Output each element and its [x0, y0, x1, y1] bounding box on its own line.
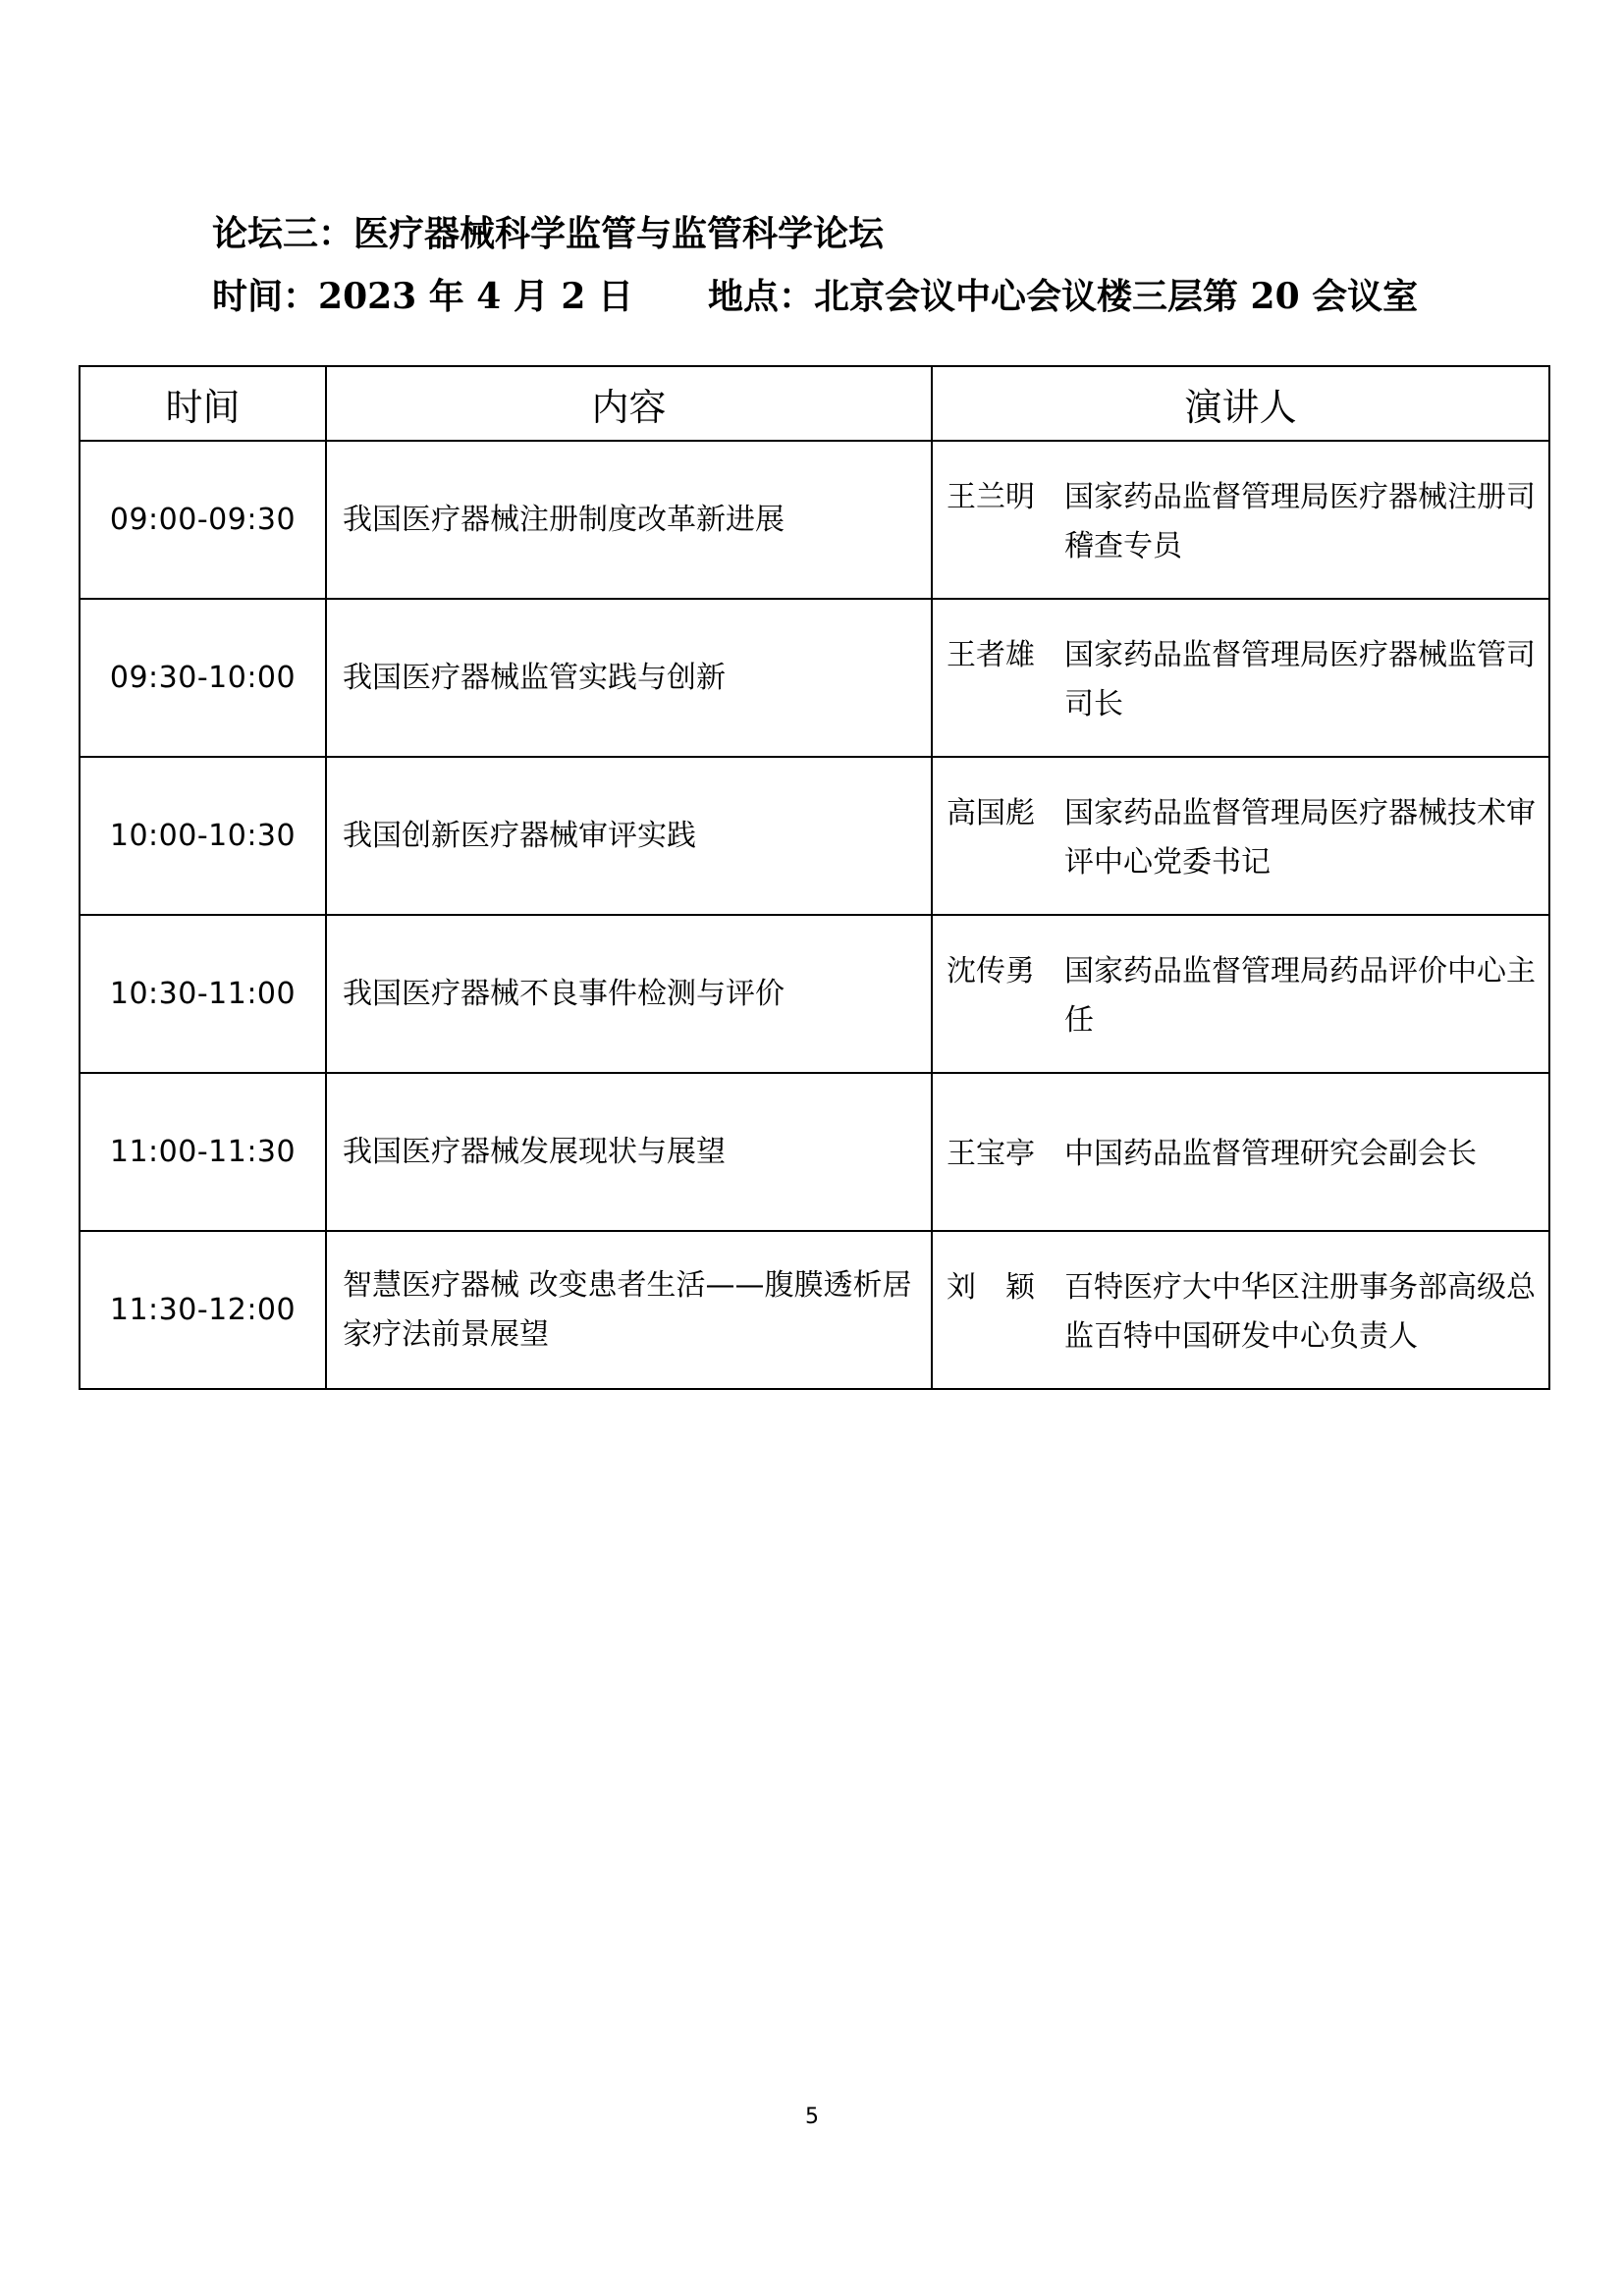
speaker-role: 国家药品监督管理局医疗器械监管司司长 [1064, 637, 1536, 721]
forum-time-venue [212, 273, 1418, 320]
session-speaker [932, 599, 1549, 757]
session-topic: 我国医疗器械监管实践与创新 [326, 599, 932, 757]
forum-title: 论坛三：医疗器械科学监管与监管科学论坛 [212, 213, 885, 254]
session-speaker [932, 441, 1549, 599]
speaker-role: 国家药品监督管理局医疗器械技术审评中心党委书记 [1064, 795, 1536, 880]
table-row [80, 1231, 1549, 1389]
session-time: 09:30-10:00 [80, 599, 326, 757]
time-value: 2023 年 4 月 2 日 [318, 276, 633, 317]
speaker-name: 高国彪 [947, 795, 1035, 830]
time-label: 时间： [212, 276, 319, 317]
venue-value: 北京会议中心会议楼三层第 20 会议室 [814, 276, 1419, 317]
speaker-role: 国家药品监督管理局药品评价中心主任 [1064, 953, 1536, 1038]
speaker-name: 沈传勇 [947, 953, 1035, 988]
session-topic: 智慧医疗器械 改变患者生活——腹膜透析居家疗法前景展望 [326, 1231, 932, 1389]
header-speaker: 演讲人 [932, 366, 1549, 441]
session-topic: 我国医疗器械发展现状与展望 [326, 1073, 932, 1231]
session-topic: 我国医疗器械不良事件检测与评价 [326, 915, 932, 1073]
session-time: 11:30-12:00 [80, 1231, 326, 1389]
speaker-name: 王者雄 [947, 637, 1035, 672]
speaker-name: 王兰明 [947, 479, 1035, 514]
session-time: 10:00-10:30 [80, 757, 326, 915]
session-topic: 我国医疗器械注册制度改革新进展 [326, 441, 932, 599]
header-content: 内容 [326, 366, 932, 441]
session-topic: 我国创新医疗器械审评实践 [326, 757, 932, 915]
session-speaker [932, 1231, 1549, 1389]
header-time: 时间 [80, 366, 326, 441]
speaker-role: 中国药品监督管理研究会副会长 [1064, 1136, 1477, 1171]
header-row [80, 366, 1549, 441]
table-row [80, 915, 1549, 1073]
speaker-name: 王宝亭 [947, 1136, 1035, 1171]
session-speaker [932, 1073, 1549, 1231]
session-speaker [932, 757, 1549, 915]
session-speaker [932, 915, 1549, 1073]
page-number: 5 [805, 2105, 819, 2129]
session-time: 09:00-09:30 [80, 441, 326, 599]
table-row [80, 599, 1549, 757]
speaker-role: 百特医疗大中华区注册事务部高级总监百特中国研发中心负责人 [1064, 1269, 1536, 1354]
table-row [80, 1073, 1549, 1231]
table-row [80, 757, 1549, 915]
table-row [80, 441, 1549, 599]
session-time: 10:30-11:00 [80, 915, 326, 1073]
schedule-table [79, 365, 1550, 1390]
speaker-role: 国家药品监督管理局医疗器械注册司稽查专员 [1064, 479, 1536, 563]
speaker-name: 刘 颖 [947, 1269, 1035, 1305]
session-time: 11:00-11:30 [80, 1073, 326, 1231]
venue-label: 地点： [707, 276, 814, 317]
